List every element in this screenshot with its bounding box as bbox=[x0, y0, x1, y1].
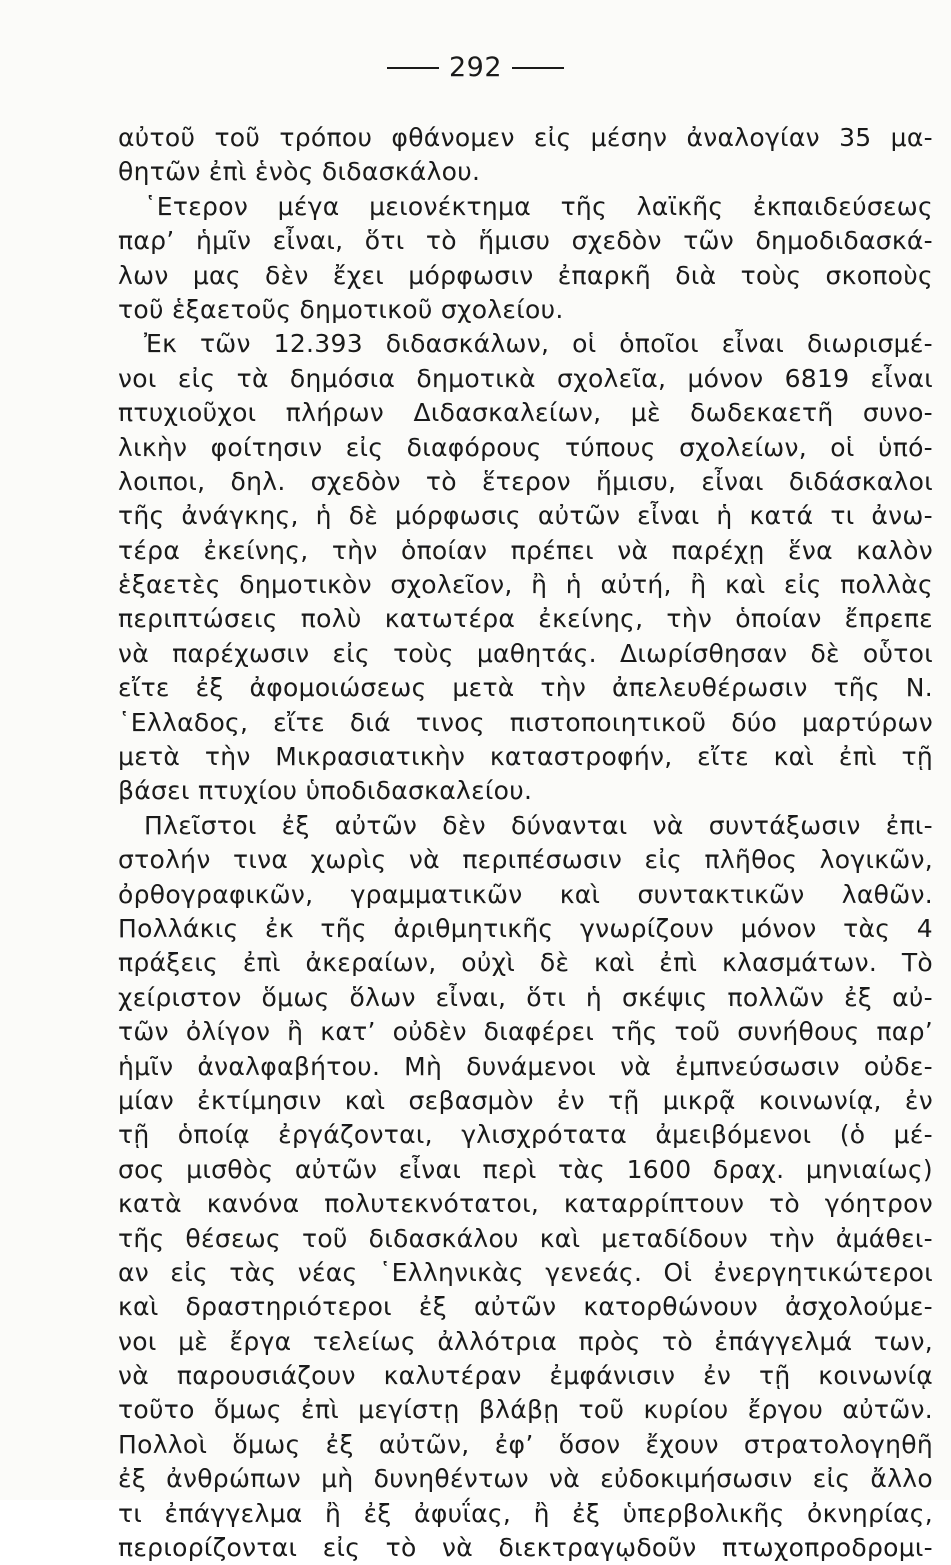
text-line: πτυχιοῦχοι πλήρων Διδασκαλείων, μὲ δωδεκαετῆ συνο- bbox=[118, 398, 933, 428]
left-dash-rule bbox=[387, 67, 439, 69]
text-line: στολήν τινα χωρὶς νὰ περιπέσωσιν εἰς πλῆθος λογικῶν, bbox=[118, 845, 933, 875]
text-line: Πλεῖστοι ἐξ αὐτῶν δὲν δύνανται νὰ συντάξωσιν ἐπι- bbox=[144, 810, 933, 840]
text-line: μίαν ἐκτίμησιν καὶ σεβασμὸν ἐν τῇ μικρᾷ κοινωνίᾳ, ἐν bbox=[118, 1085, 933, 1115]
text-line: λοιποι, δηλ. σχεδὸν τὸ ἕτερον ἥμισυ, εἶναι διδάσκαλοι bbox=[118, 466, 933, 496]
text-line: μετὰ τὴν Μικρασιατικὴν καταστροφήν, εἴτε καὶ ἐπὶ τῇ bbox=[118, 742, 933, 772]
text-line: τοῦτο ὅμως ἐπὶ μεγίστῃ βλάβῃ τοῦ κυρίου ἔργου αὐτῶν. bbox=[118, 1395, 933, 1425]
text-line: αὐτοῦ τοῦ τρόπου φθάνομεν εἰς μέσην ἀναλογίαν 35 μα- bbox=[118, 123, 933, 152]
text-line: Πολλάκις ἐκ τῆς ἀριθμητικῆς γνωρίζουν μόνον τὰς 4 bbox=[118, 913, 933, 943]
text-line: Πολλοὶ ὅμως ἐξ αὐτῶν, ἐφ’ ὅσον ἔχουν στρατολογηθῆ bbox=[118, 1429, 933, 1459]
text-line: νὰ παρέχωσιν εἰς τοὺς μαθητάς. Διωρίσθησαν δὲ οὗτοι bbox=[118, 638, 933, 668]
text-line: εἴτε ἐξ ἀφομοιώσεως μετὰ τὴν ἀπελευθέρωσιν τῆς Ν. bbox=[118, 673, 933, 703]
text-line: νοι μὲ ἔργα τελείως ἀλλότρια πρὸς τὸ ἐπάγγελμά των, bbox=[118, 1326, 933, 1356]
text-line: τέρα ἐκείνης, τὴν ὁποίαν πρέπει νὰ παρέχῃ ἕνα καλὸν bbox=[118, 535, 933, 565]
text-line: Ἐκ τῶν 12.393 διδασκάλων, οἱ ὁποῖοι εἶναι διωρισμέ- bbox=[144, 329, 933, 359]
page-number: 292 bbox=[448, 52, 503, 83]
text-line: τῆς θέσεως τοῦ διδασκάλου καὶ μεταδίδουν τὴν ἀμάθει- bbox=[118, 1223, 933, 1253]
text-line: λων μας δὲν ἔχει μόρφωσιν ἐπαρκῆ διὰ τοὺς σκοποὺς bbox=[118, 260, 933, 290]
text-line: ἐξ ἀνθρώπων μὴ δυνηθέντων νὰ εὐδοκιμήσωσιν εἰς ἄλλο bbox=[118, 1464, 933, 1494]
text-line: τι ἐπάγγελμα ἢ ἐξ ἀφυΐας, ἢ ἐξ ὑπερβολικῆς ὀκνηρίας, bbox=[118, 1498, 933, 1528]
page-number-header bbox=[0, 52, 951, 83]
text-line: παρ’ ἡμῖν εἶναι, ὅτι τὸ ἥμισυ σχεδὸν τῶν δημοδιδασκά- bbox=[118, 226, 933, 256]
text-line: τῶν ὀλίγον ἢ κατ’ οὐδὲν διαφέρει τῆς τοῦ συνήθους παρ’ bbox=[118, 1017, 933, 1047]
text-line: βάσει πτυχίου ὑποδιδασκαλείου. bbox=[118, 776, 533, 806]
text-line: τῇ ὁποίᾳ ἐργάζονται, γλισχρότατα ἀμειβόμενοι (ὁ μέ- bbox=[118, 1120, 933, 1150]
text-line: χείριστον ὅμως ὅλων εἶναι, ὅτι ἡ σκέψις πολλῶν ἐξ αὐ- bbox=[118, 982, 933, 1012]
right-dash-rule bbox=[512, 67, 564, 69]
text-line: θητῶν ἐπὶ ἑνὸς διδασκάλου. bbox=[118, 157, 481, 187]
text-line: κατὰ κανόνα πολυτεκνότατοι, καταρρίπτουν τὸ γόητρον bbox=[118, 1189, 933, 1219]
text-line: λικὴν φοίτησιν εἰς διαφόρους τύπους σχολείων, οἱ ὑπό- bbox=[118, 432, 933, 462]
text-line: καὶ δραστηριότεροι ἐξ αὐτῶν κατορθώνουν ἀσχολούμε- bbox=[118, 1292, 933, 1322]
text-line: ῾Ελλαδος, εἴτε διά τινος πιστοποιητικοῦ δύο μαρτύρων bbox=[118, 707, 933, 737]
text-line: τῆς ἀνάγκης, ἡ δὲ μόρφωσις αὐτῶν εἶναι ἡ κατά τι ἀνω- bbox=[118, 501, 933, 531]
text-line: πράξεις ἐπὶ ἀκεραίων, οὐχὶ δὲ καὶ ἐπὶ κλασμάτων. Τὸ bbox=[118, 948, 933, 978]
text-line: ὀρθογραφικῶν, γραμματικῶν καὶ συντακτικῶν λαθῶν. bbox=[118, 879, 933, 909]
text-line: περιπτώσεις πολὺ κατωτέρα ἐκείνης, τὴν ὁποίαν ἔπρεπε bbox=[118, 604, 933, 634]
text-line: τοῦ ἑξαετοῦς δημοτικοῦ σχολείου. bbox=[118, 294, 564, 324]
text-line: ἑξαετὲς δημοτικὸν σχολεῖον, ἢ ἡ αὐτή, ἢ καὶ εἰς πολλὰς bbox=[118, 570, 933, 600]
body-text bbox=[118, 121, 933, 1565]
text-line: περιορίζονται εἰς τὸ νὰ διεκτραγῳδοῦν πτωχοπροδρομι- bbox=[118, 1533, 933, 1563]
text-line: σος μισθὸς αὐτῶν εἶναι περὶ τὰς 1600 δραχ. μηνιαίως) bbox=[118, 1154, 933, 1184]
text-line: νοι εἰς τὰ δημόσια δημοτικὰ σχολεῖα, μόνον 6819 εἶναι bbox=[118, 363, 933, 393]
text-line: ἡμῖν ἀναλφαβήτου. Μὴ δυνάμενοι νὰ ἐμπνεύσωσιν οὐδε- bbox=[118, 1051, 933, 1081]
text-line: ῾Ετερον μέγα μειονέκτημα τῆς λαϊκῆς ἐκπαιδεύσεως bbox=[144, 191, 933, 221]
text-line: νὰ παρουσιάζουν καλυτέραν ἐμφάνισιν ἐν τῇ κοινωνίᾳ bbox=[118, 1361, 933, 1391]
text-line: αν εἰς τὰς νέας ῾Ελληνικὰς γενεάς. Οἱ ἐνεργητικώτεροι bbox=[118, 1257, 933, 1287]
